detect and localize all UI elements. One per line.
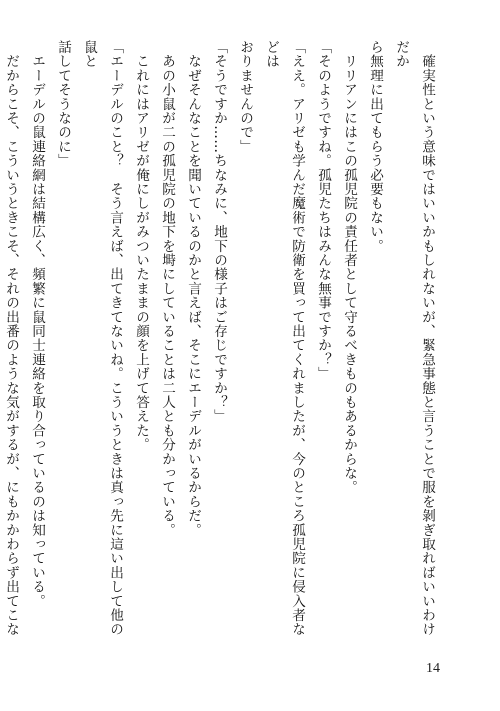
text-line: なぜそんなことを聞いているのかと言えば、そこにエーデルがいるからだ。 (185, 40, 201, 537)
text-line: 確実性という意味ではいいかもしれないが、緊急事態と言うことで服を剝ぎ取ればいいわけだか (393, 40, 435, 637)
vertical-text-body (3, 40, 440, 650)
text-line: エーデルの鼠連絡網は結構広く、頻繁に鼠同士連絡を取り合っているのは知っている。 (29, 40, 45, 608)
text-line: おりませんので」 (237, 40, 253, 154)
text-line: これにはアリゼが俺にしがみついたままの顔を上げて答えた。 (133, 40, 149, 452)
text-line: あの小鼠が二の孤児院の地下を塒にしていることは二人とも分かっている。 (159, 40, 175, 537)
text-line: リリアンにはこの孤児院の責任者として守るべきものもあるからな。 (341, 40, 357, 495)
text-line: ら無理に出てもらう必要もない。 (367, 40, 383, 253)
text-line: 「そうですか……ちなみに、地下の様子はご存じですか？」 (211, 40, 227, 424)
text-line: 「エーデルのこと？ そう言えば、出てきてないね。こういうときは真っ先に這い出して他の鼠と (81, 40, 123, 637)
text-line: 「ええ。アリゼも学んだ魔術で防衛を買って出てくれましたが、今のところ孤児院に侵入者などは (263, 40, 305, 637)
page-number: 14 (426, 661, 440, 676)
text-line: だからこそ、こういうときこそ、それの出番のような気がするが、にもかかわらず出てこな (3, 54, 19, 637)
text-line: 「そのようですね。孤児たちはみんな無事ですか？」 (315, 40, 331, 381)
text-line: 話してそうなのに」 (55, 40, 71, 168)
